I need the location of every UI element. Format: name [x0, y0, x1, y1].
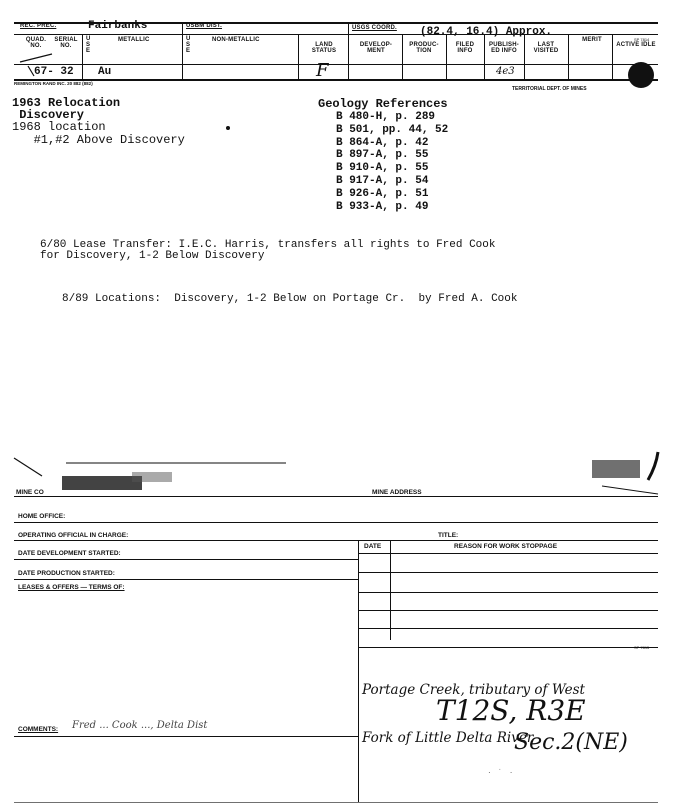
active-idle-label: ACTIVE IDLE	[616, 42, 656, 48]
geology-references	[318, 97, 448, 213]
land-status-value: F	[316, 60, 329, 81]
geology-ref: B 917-A, p. 54	[336, 174, 429, 187]
stray-dot	[226, 126, 230, 130]
corner-mark-icon	[18, 50, 58, 78]
note-line: 6/80 Lease Transfer: I.E.C. Harris, transfers all rights to Fred Cook	[40, 239, 496, 251]
form-number-top: SP 7814	[634, 37, 650, 42]
geology-heading: Geology References	[318, 97, 448, 111]
usgs-coord-label: USGS COORD.	[352, 25, 397, 31]
rec-prec-label: REC. PREC.	[20, 23, 57, 29]
hand-line: Portage Creek, tributary of West	[362, 682, 585, 698]
location-history	[12, 97, 185, 147]
rec-prec-value: Fairbanks	[88, 20, 148, 32]
operating-official-label: OPERATING OFFICIAL IN CHARGE:	[18, 532, 129, 539]
use-label-2: U S E	[186, 36, 191, 54]
hand-line: Fork of Little Delta River	[362, 730, 534, 746]
lease-transfer-note	[40, 240, 495, 262]
production-label: PRODUC- TION	[409, 42, 439, 54]
geology-ref: B 897-A, p. 55	[336, 149, 429, 162]
form-number-bottom: SP 7815	[634, 645, 650, 650]
published-info-label: PUBLISH- ED INFO	[489, 42, 519, 54]
metallic-value: Au	[98, 66, 112, 78]
note-line: 1968 location	[12, 120, 106, 134]
development-label: DEVELOP- MENT	[359, 42, 393, 54]
last-visited-label: LAST VISITED	[533, 42, 559, 54]
township-range: T12S, R3E	[436, 694, 586, 727]
stray-marks: · ˙ ·	[488, 768, 516, 777]
published-value: 4e3	[496, 66, 515, 77]
note-line: #1,#2 Above Discovery	[12, 133, 185, 147]
date-development-label: DATE DEVELOPMENT STARTED:	[18, 550, 121, 557]
filed-info-label: FILED INFO	[455, 42, 475, 54]
geology-ref: B 933-A, p. 49	[336, 200, 429, 213]
locations-note: 8/89 Locations: Discovery, 1-2 Below on Portage Cr. by Fred A. Cook	[62, 293, 518, 305]
quad-no-label: QUAD. NO.	[25, 37, 47, 49]
use-label: U S E	[86, 36, 91, 54]
smudge-band	[12, 446, 660, 500]
nonmetallic-label: NON-METALLIC	[212, 37, 260, 43]
serial-no-label: SERIAL NO.	[54, 37, 78, 49]
date-production-label: DATE PRODUCTION STARTED:	[18, 570, 115, 577]
merit-label: MERIT	[582, 37, 602, 43]
geology-ref: B 864-A, p. 42	[336, 136, 429, 149]
date-column-label: DATE	[364, 543, 382, 550]
comments-value: Fred ... Cook ..., Delta Dist	[72, 720, 208, 731]
geology-ref: B 926-A, p. 51	[336, 187, 429, 200]
leases-offers-label: LEASES & OFFERS — TERMS OF:	[18, 584, 125, 591]
geology-ref: B 910-A, p. 55	[336, 162, 429, 175]
usbm-dist-label: USBM DIST.	[186, 23, 223, 29]
note-line: Discovery	[12, 108, 85, 122]
note-line: for Discovery, 1-2 Below Discovery	[40, 250, 265, 262]
metallic-label: METALLIC	[118, 37, 150, 43]
remington-imprint: REMINGTON RAND INC. 20 882 (882)	[14, 81, 93, 86]
territorial-imprint: TERRITORIAL DEPT. OF MINES	[512, 86, 587, 92]
section-note: Sec.2(NE)	[514, 730, 628, 755]
land-status-label: LAND STATUS	[311, 42, 337, 54]
home-office-label: HOME OFFICE:	[18, 513, 66, 520]
reason-stoppage-label: REASON FOR WORK STOPPAGE	[454, 543, 558, 550]
title-label: TITLE:	[438, 532, 459, 539]
mine-address-label: MINE ADDRESS	[372, 489, 422, 496]
usgs-coord-value: (82.4, 16.4) Approx.	[420, 26, 553, 38]
quad-value: 67- 32	[34, 66, 74, 78]
geology-ref: B 480-H, p. 289	[336, 111, 436, 123]
note-line: 1963 Relocation	[12, 96, 121, 110]
mine-company-label: MINE CO	[16, 489, 44, 496]
comments-label: COMMENTS:	[18, 726, 59, 733]
punch-hole-icon	[628, 62, 654, 88]
geology-ref: B 501, pp. 44, 52	[336, 123, 449, 136]
